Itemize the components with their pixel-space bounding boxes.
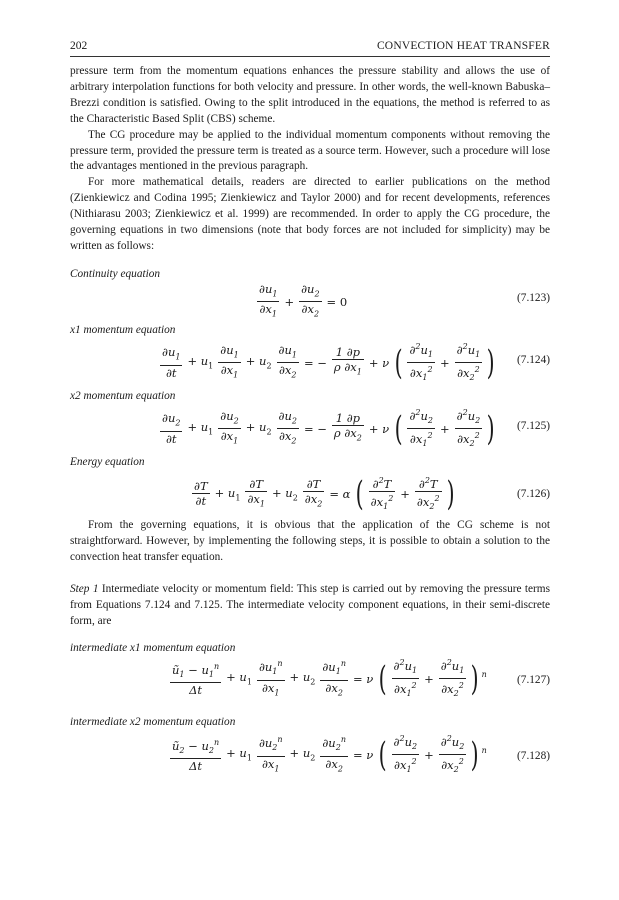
equation-7-126 (70, 474, 550, 514)
paragraph-2: The CG procedure may be applied to the individual momentum components without removing the pressure term, provided the pressure term is treated as a source term. However, such a procedure will lose the advantages mentioned in the previous paragraph. (70, 128, 550, 173)
label-intermediate-x1: intermediate x1 momentum equation (70, 642, 236, 654)
running-title: CONVECTION HEAT TRANSFER (376, 40, 550, 52)
eq-number: (7.124) (517, 354, 550, 366)
eq-number: (7.125) (517, 420, 550, 432)
math-intermediate-x2: $\frac{ũ_2 - u_2^n}{\Delta t}$ + $u_1$ $\frac{\partial u_2^n}{\partial x_1}$ + $u_2$ $\frac{\partial u_2^n}{\partial x_2}$ = ν ( $\frac{\partial^2u_2}{\partial x_1^2}$ + $\frac{\partial^2u_2}{\partial x_2^2}$ ) $^n$ (172, 734, 487, 775)
label-energy: Energy equation (70, 456, 145, 468)
eq-number: (7.128) (517, 750, 550, 762)
math-continuity: $\frac{\partial u_1}{\partial x_1}$ + $\frac{\partial u_2}{\partial x_2}$ = 0 (259, 282, 348, 319)
eq-number: (7.126) (517, 488, 550, 500)
paragraph-5: Intermediate velocity or momentum field: This step is carried out by removing the pressure terms from Equations 7.124 and 7.125. The intermediate velocity component equations, in their semi-discrete form, are (70, 583, 550, 627)
header-rule (70, 56, 550, 57)
label-continuity: Continuity equation (70, 268, 161, 280)
math-x2-momentum: $\frac{\partial u_2}{\partial t}$ + $u_1$ $\frac{\partial u_2}{\partial x_1}$ + $u_2$ $\frac{\partial u_2}{\partial x_2}$ = − $\frac{1 \partial p}{\rho \partial x_2}$ + ν ( $\frac{\partial^2u_2}{\partial x_1^2}$ + $\frac{\partial^2u_2}{\partial x_2^2}$ ) (162, 408, 495, 449)
equation-7-124 (70, 340, 550, 383)
paragraph-3: For more mathematical details, readers are directed to earlier publications on the method (Zienkiewicz and Codina 1995; Zienkiewicz and Taylor 2000) and for recent developments, references (Nithiarasu 2003; Zienkiewicz et al. 1999) are recommended. In order to apply the CG procedure, the governing equations in two dimensions (note that body forces are not included for simplicity) may be written as follows: (70, 176, 550, 252)
paragraph-1: pressure term from the momentum equations enhances the pressure stability and allows the use of arbitrary interpolation functions for both velocity and pressure. In other words, the well-known Babuska–Brezzi condition is satisfied. Owing to the split introduced in the equations, the method is referred to as the Characteristic Based Split (CBS) scheme. (70, 65, 550, 125)
math-x1-momentum: $\frac{\partial u_1}{\partial t}$ + $u_1$ $\frac{\partial u_1}{\partial x_1}$ + $u_2$ $\frac{\partial u_1}{\partial x_2}$ = − $\frac{1 \partial p}{\rho \partial x_1}$ + ν ( $\frac{\partial^2u_1}{\partial x_1^2}$ + $\frac{\partial^2u_1}{\partial x_2^2}$ ) (162, 342, 495, 383)
label-x1-momentum: x1 momentum equation (70, 324, 176, 336)
paragraph-cbs (70, 64, 550, 255)
equation-7-128 (70, 732, 550, 775)
math-energy: $\frac{\partial T}{\partial t}$ + $u_1$ $\frac{\partial T}{\partial x_1}$ + $u_2$ $\frac{\partial T}{\partial x_2}$ = α ( $\frac{\partial^2T}{\partial x_1^2}$ + $\frac{\partial^2T}{\partial x_2^2}$ ) (194, 473, 455, 514)
eq-number: (7.127) (517, 674, 550, 686)
step-1-paragraph (70, 582, 550, 630)
equation-7-127 (70, 656, 550, 699)
eq-number: (7.123) (517, 292, 550, 304)
step-label: Step 1 (70, 583, 99, 595)
equation-7-125 (70, 406, 550, 449)
label-intermediate-x2: intermediate x2 momentum equation (70, 716, 236, 728)
equation-7-123 (70, 282, 550, 322)
paragraph-after-equations (70, 518, 550, 566)
paragraph-4: From the governing equations, it is obvious that the application of the CG scheme is not straightforward. However, by implementing the following steps, it is possible to obtain a solution to the convection heat transfer equation. (70, 519, 550, 563)
math-intermediate-x1: $\frac{ũ_1 - u_1^n}{\Delta t}$ + $u_1$ $\frac{\partial u_1^n}{\partial x_1}$ + $u_2$ $\frac{\partial u_1^n}{\partial x_2}$ = ν ( $\frac{\partial^2u_1}{\partial x_1^2}$ + $\frac{\partial^2u_1}{\partial x_2^2}$ ) $^n$ (172, 658, 487, 699)
page-number: 202 (70, 40, 88, 52)
label-x2-momentum: x2 momentum equation (70, 390, 176, 402)
